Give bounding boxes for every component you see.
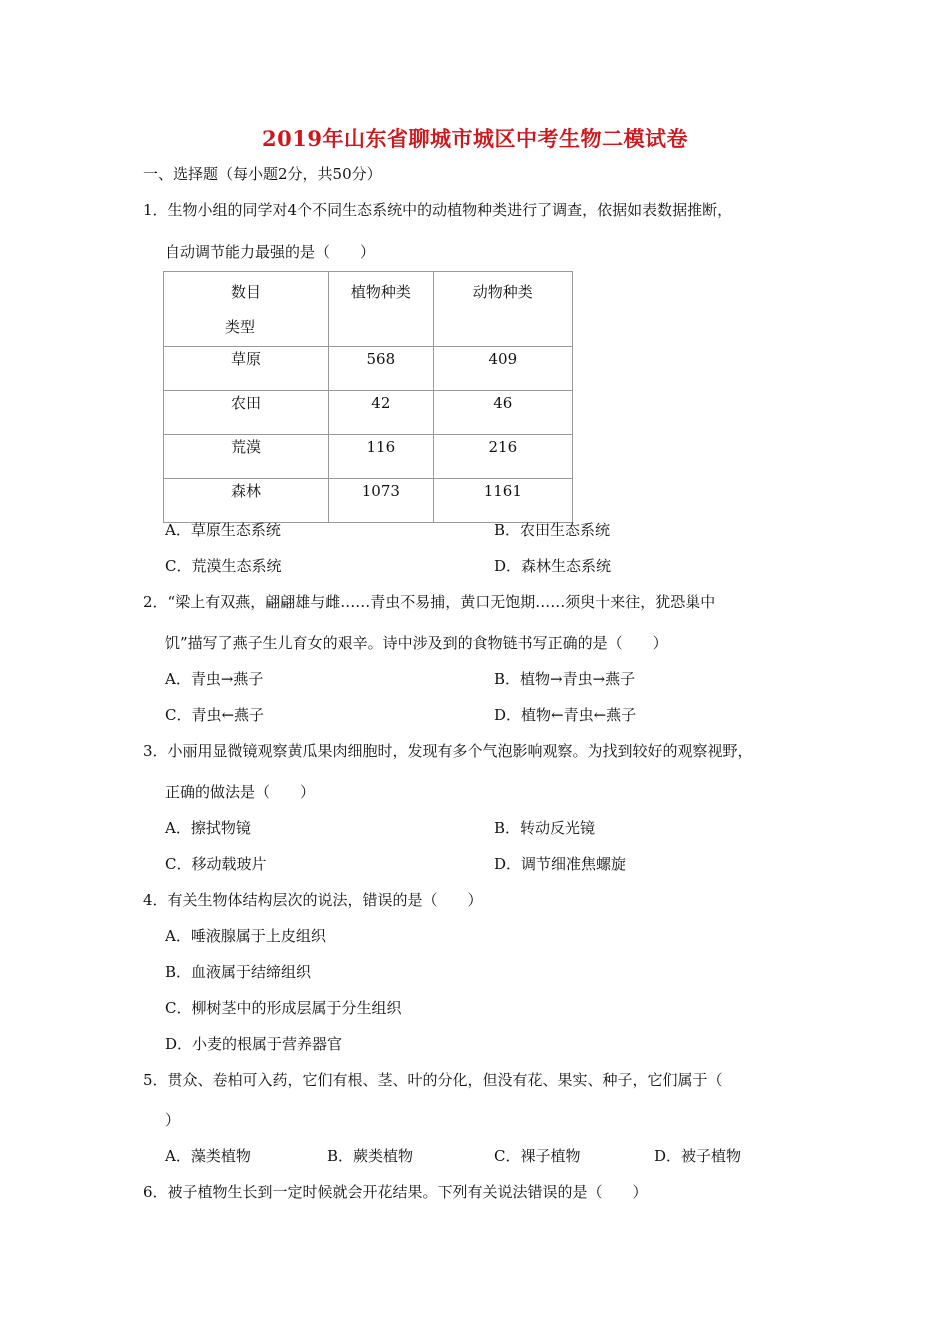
q3-option-d: D．调节细准焦螺旋 <box>494 855 627 873</box>
table-row <box>164 347 573 391</box>
header-plants-cell <box>329 272 434 347</box>
q5-option-c: C．裸子植物 <box>494 1147 581 1165</box>
q3-stem-line2: 正确的做法是（ ） <box>165 783 316 801</box>
header-type-cell <box>164 272 329 347</box>
q4-stem-line1: 4．有关生物体结构层次的说法，错误的是（ ） <box>143 891 483 909</box>
header-bottom-label: 类型 <box>225 318 256 336</box>
row-type: 森林 <box>164 479 329 523</box>
q1-option-b: B．农田生态系统 <box>494 521 611 539</box>
q1-stem-line1: 1．生物小组的同学对4个不同生态系统中的动植物种类进行了调查，依据如表数据推断， <box>143 201 733 219</box>
header-plants-label: 植物种类 <box>350 283 411 301</box>
q2-option-a: A．青虫→燕子 <box>165 670 264 688</box>
row-animals: 409 <box>433 347 572 391</box>
row-animals: 46 <box>433 391 572 435</box>
q5-stem-line1: 5．贯众、卷柏可入药，它们有根、茎、叶的分化，但没有花、果实、种子，它们属于（ <box>143 1071 723 1089</box>
q4-option-d: D．小麦的根属于营养器官 <box>165 1035 343 1053</box>
q5-option-d: D．被子植物 <box>654 1147 742 1165</box>
row-type: 草原 <box>164 347 329 391</box>
q1-stem-line2: 自动调节能力最强的是（ ） <box>165 243 376 261</box>
table-row <box>164 391 573 435</box>
q2-stem-line1: 2．“梁上有双燕，翩翩雄与雌……青虫不易捕，黄口无饱期……须臾十来往，犹恐巢中 <box>143 593 716 611</box>
q4-option-c: C．柳树茎中的形成层属于分生组织 <box>165 999 402 1017</box>
row-animals: 1161 <box>433 479 572 523</box>
q5-option-b: B．蕨类植物 <box>327 1147 414 1165</box>
page-title: 2019年山东省聊城市城区中考生物二模试卷 <box>262 126 688 151</box>
q1-option-c: C．荒漠生态系统 <box>165 557 282 575</box>
row-plants: 116 <box>329 435 434 479</box>
q3-stem-line1: 3．小丽用显微镜观察黄瓜果肉细胞时，发现有多个气泡影响观察。为找到较好的观察视野， <box>143 742 753 760</box>
q3-option-c: C．移动载玻片 <box>165 855 267 873</box>
row-type: 农田 <box>164 391 329 435</box>
q5-option-a: A．藻类植物 <box>165 1147 251 1165</box>
row-plants: 1073 <box>329 479 434 523</box>
table-row <box>164 479 573 523</box>
q5-stem-line2: ） <box>165 1111 181 1129</box>
q4-option-b: B．血液属于结缔组织 <box>165 963 312 981</box>
q3-option-b: B．转动反光镜 <box>494 819 596 837</box>
header-animals-label: 动物种类 <box>472 283 533 301</box>
section-heading: 一、选择题（每小题2分，共50分） <box>143 165 382 183</box>
q6-stem-line1: 6．被子植物生长到一定时候就会开花结果。下列有关说法错误的是（ ） <box>143 1183 648 1201</box>
header-animals-cell <box>433 272 572 347</box>
species-table <box>163 271 573 523</box>
row-plants: 42 <box>329 391 434 435</box>
row-type: 荒漠 <box>164 435 329 479</box>
header-top-label: 数目 <box>231 283 262 301</box>
q4-option-a: A．唾液腺属于上皮组织 <box>165 927 326 945</box>
q2-option-c: C．青虫←燕子 <box>165 706 265 724</box>
q3-option-a: A．擦拭物镜 <box>165 819 251 837</box>
table-row <box>164 435 573 479</box>
q1-option-d: D．森林生态系统 <box>494 557 612 575</box>
row-plants: 568 <box>329 347 434 391</box>
q2-option-d: D．植物←青虫←燕子 <box>494 706 637 724</box>
q2-option-b: B．植物→青虫→燕子 <box>494 670 636 688</box>
q2-stem-line2: 饥”描写了燕子生儿育女的艰辛。诗中涉及到的食物链书写正确的是（ ） <box>165 634 668 652</box>
table-header-row <box>164 272 573 347</box>
q1-option-a: A．草原生态系统 <box>165 521 281 539</box>
row-animals: 216 <box>433 435 572 479</box>
